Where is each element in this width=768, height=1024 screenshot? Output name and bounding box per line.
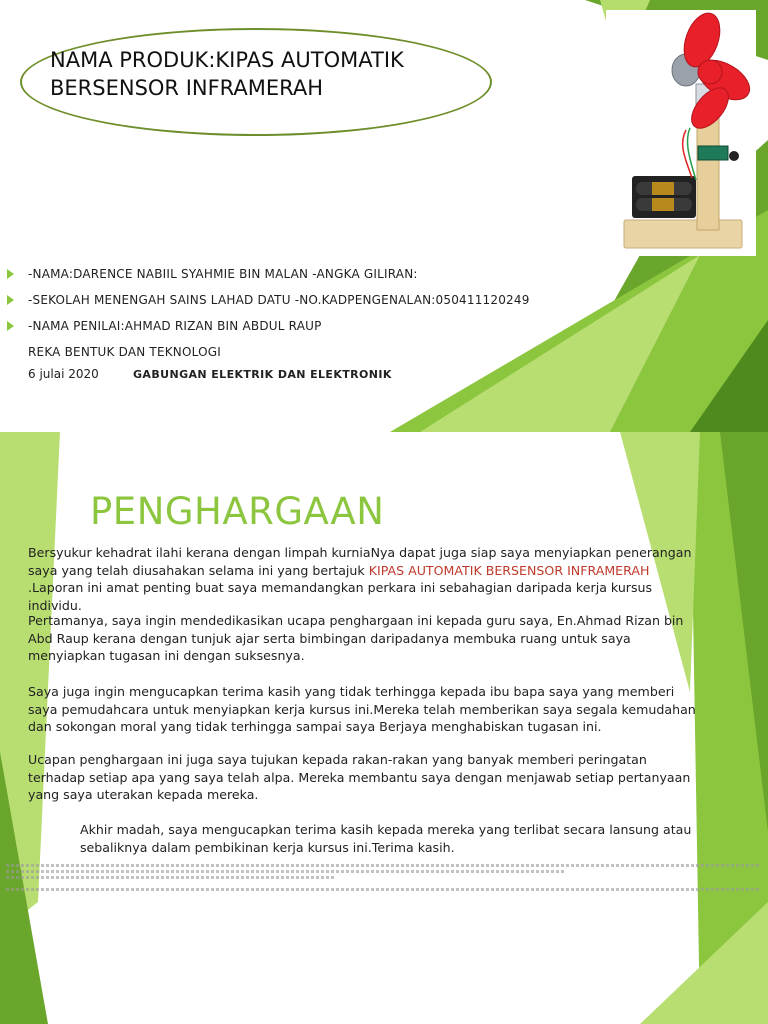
project-title-highlight: KIPAS AUTOMATIK BERSENSOR INFRAMERAH <box>368 562 650 578</box>
product-title <box>50 46 490 102</box>
paragraph-5: Akhir madah, saya mengucapkan terima kasih kepada mereka yang terlibat secara lansung atau sebaliknya dalam pembikinan kerja kursus ini.Terima kasih. <box>80 822 692 855</box>
fine-print-line <box>6 864 760 867</box>
arrow-bullet-icon <box>7 295 14 305</box>
arrow-bullet-icon <box>7 269 14 279</box>
paragraph-3: Saya juga ingin mengucapkan terima kasih yang tidak terhingga kepada ibu bapa saya yang memberi saya pemudahcara untuk menyiapkan kerja kursus ini.Mereka telah memberikan saya segala kemudahan dan sokongan moral yang tidak terhingga sampai saya Berjaya menghabiskan tugasan ini. <box>28 684 696 734</box>
page-heading: PENGHARGAAN <box>90 490 385 533</box>
category-text: GABUNGAN ELEKTRIK DAN ELEKTRONIK <box>133 368 392 381</box>
list-item-assessor <box>0 317 600 339</box>
paragraph-2: Pertamanya, saya ingin mendedikasikan ucapa penghargaan ini kepada guru saya, En.Ahmad Rizan bin Abd Raup kerana dengan tunjuk ajar serta bimbingan daripadanya membuka ruang untuk saya menyiapkan tugasan ini dengan suksesnya. <box>28 613 684 663</box>
paragraph-4: Ucapan penghargaan ini juga saya tujukan kepada rakan-rakan yang banyak memberi peringatan terhadap setiap apa yang saya telah alpa. Mereka membantu saya dengan menjawab setiap pertanyaan yang saya uterakan kepada mereka. <box>28 752 691 802</box>
product-photo <box>606 10 756 256</box>
list-item-name <box>0 265 600 287</box>
assessor-text: -NAMA PENILAI:AHMAD RIZAN BIN ABDUL RAUP <box>28 319 322 333</box>
fine-print-line <box>6 876 336 879</box>
subject-row <box>0 343 600 365</box>
acknowledgement-slide <box>0 432 768 1024</box>
fan-illustration <box>606 10 756 256</box>
school-text: -SEKOLAH MENENGAH SAINS LAHAD DATU -NO.KADPENGENALAN:050411120249 <box>28 293 530 307</box>
paragraph-1-start: Bersyukur kehadrat ilahi kerana dengan limpah kurniaNya dapat juga siap saya menyiapkan penerangan saya yang telah diusahakan selama ini yang bertajuk <box>28 545 692 578</box>
title-line-2: BERSENSOR INFRAMERAH <box>50 76 324 100</box>
subject-text: REKA BENTUK DAN TEKNOLOGI <box>28 345 221 359</box>
fine-print-line <box>6 870 566 873</box>
student-name-text: -NAMA:DARENCE NABIIL SYAHMIE BIN MALAN -ANGKA GILIRAN: <box>28 267 418 281</box>
title-line-1: NAMA PRODUK:KIPAS AUTOMATIK <box>50 48 404 72</box>
title-slide <box>0 0 768 432</box>
paragraph-1-end: .Laporan ini amat penting buat saya memandangkan perkara ini sebahagian daripada kerja kursus individu. <box>28 580 653 613</box>
fine-print-line <box>6 888 760 891</box>
date-text: 6 julai 2020 <box>28 367 99 381</box>
paragraph-1 <box>28 544 703 614</box>
arrow-bullet-icon <box>7 321 14 331</box>
list-item-school <box>0 291 600 313</box>
